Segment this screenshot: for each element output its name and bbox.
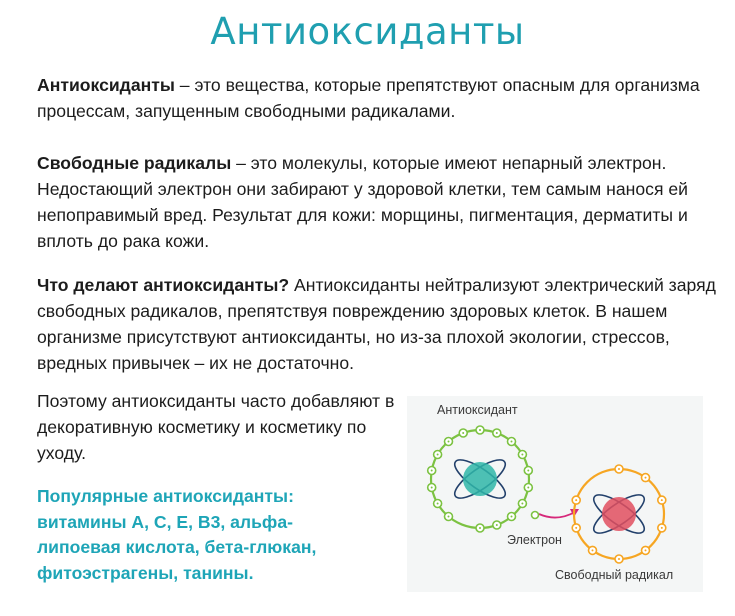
electron-dot-core <box>645 477 647 479</box>
electron-dot-core <box>448 441 450 443</box>
electron-dot-core <box>431 470 433 472</box>
definition-antioxidants-text: – это вещества, которые препятствуют опасным для организма процессам, запущенным свободными радикалами. <box>37 75 700 121</box>
electron-dot-core <box>527 470 529 472</box>
electron-dot-core <box>479 429 481 431</box>
electron-dot-core <box>511 441 513 443</box>
electron-dot-core <box>618 558 620 560</box>
electron-dot-core <box>448 516 450 518</box>
label-electron: Электрон <box>507 533 562 547</box>
label-free-radical: Свободный радикал <box>555 568 674 582</box>
electron-dot-core <box>575 527 577 529</box>
what-antioxidants-do <box>37 272 717 376</box>
diagram-svg <box>407 396 703 592</box>
electron-dot-core <box>661 499 663 501</box>
page-title: Антиоксиданты <box>210 10 525 53</box>
electron-transfer <box>532 509 580 519</box>
antioxidant-atom <box>428 426 533 532</box>
term-free-radicals: Свободные радикалы <box>37 153 232 173</box>
electron-dot-core <box>496 524 498 526</box>
popular-line-2: витамины A, C, E, B3, альфа- <box>37 511 293 532</box>
electron-dot-core <box>527 487 529 489</box>
definition-free-radicals <box>37 150 717 254</box>
popular-line-4: фитоэстрагены, танины. <box>37 562 254 583</box>
electron-dot-core <box>575 499 577 501</box>
free-radical-atom <box>572 465 666 563</box>
electron-dot-core <box>437 454 439 456</box>
electron-dot-core <box>521 454 523 456</box>
electron-dot-core <box>521 503 523 505</box>
popular-line-1: Популярные антиоксиданты: <box>37 486 294 506</box>
definition-antioxidants <box>37 72 717 124</box>
what-antioxidants-do-text: Антиоксиданты нейтрализуют электрический заряд свободных радикалов, препятствуя повреждению здоровых клеток. В нашем организме присутствуют антиоксиданты, но из-за плохой экологии, стрессов, вредных привычек – их не достаточно. <box>37 275 716 373</box>
electron-dot-core <box>511 516 513 518</box>
radical-nucleus <box>602 497 636 531</box>
electron-dot-core <box>645 549 647 551</box>
popular-antioxidants <box>37 484 377 586</box>
electron-dot-core <box>462 432 464 434</box>
transferred-electron <box>532 512 539 519</box>
electron-dot-core <box>618 468 620 470</box>
electron-dot-core <box>496 432 498 434</box>
label-antioxidant: Антиоксидант <box>437 403 518 417</box>
electron-arrow <box>539 512 575 518</box>
definition-free-radicals-text: – это молекулы, которые имеют непарный электрон. Недостающий электрон они забирают у здоровой клетки, тем самым нанося ей непоправимый вред. Результат для кожи: морщины, пигментация, дерматиты и вплоть до рака кожи. <box>37 153 688 251</box>
electron-dot-core <box>431 487 433 489</box>
electron-dot-core <box>479 527 481 529</box>
question-what-antioxidants-do: Что делают антиоксиданты? <box>37 275 290 295</box>
popular-line-3: липоевая кислота, бета-глюкан, <box>37 537 317 557</box>
cosmetics-paragraph: Поэтому антиоксиданты часто добавляют в декоративную косметику и косметику по уходу. <box>37 391 395 463</box>
electron-dot-core <box>437 503 439 505</box>
electron-dot-core <box>592 549 594 551</box>
electron-dot-core <box>661 527 663 529</box>
antioxidant-diagram <box>407 396 703 592</box>
term-antioxidants: Антиоксиданты <box>37 75 175 95</box>
antioxidant-nucleus <box>463 462 497 496</box>
